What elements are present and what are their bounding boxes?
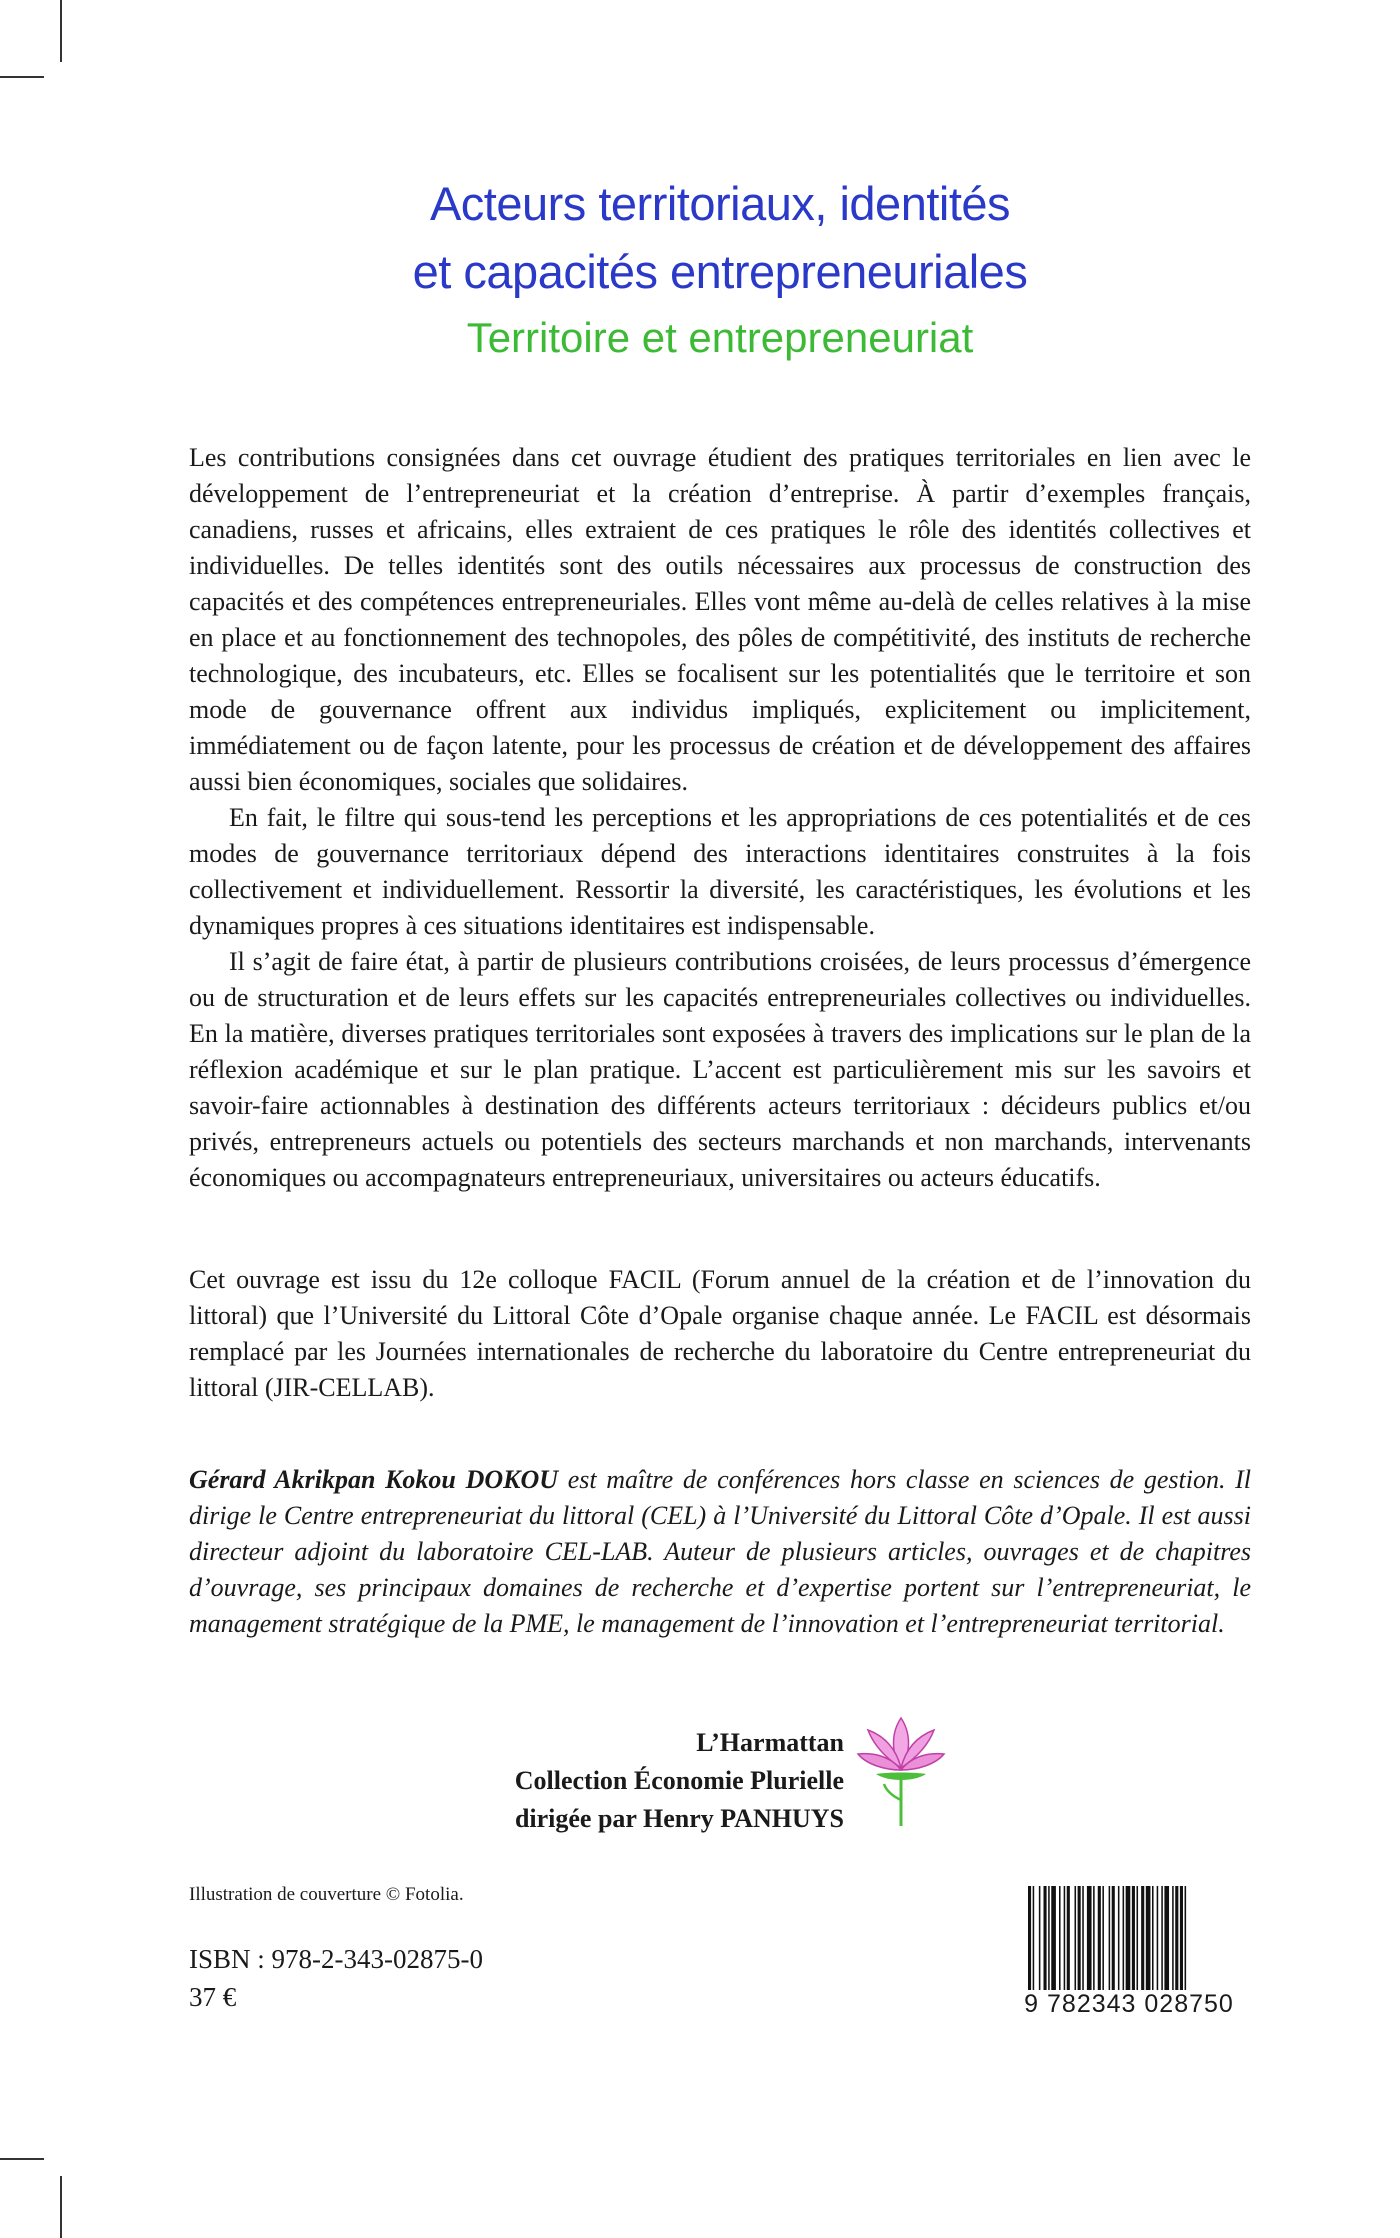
publisher-name: L’Harmattan — [696, 1728, 844, 1757]
isbn-price-block — [189, 1940, 483, 2016]
collection-name: Collection Économie Plurielle — [514, 1766, 844, 1795]
summary-paragraph-2: En fait, le filtre qui sous-tend les perceptions et les appropriations de ces potentialités et de ces modes de gouvernance territoriaux dépend des interactions identitaires construites à la fois collectivement et individuellement. Ressortir la diversité, les caractéristiques, les évolutions et les dynamiques propres à ces situations identitaires est indispensable. — [189, 803, 1251, 940]
author-bio — [189, 1462, 1251, 1642]
subtitle: Territoire et entrepreneuriat — [466, 314, 974, 361]
crop-mark-bottom-left-horizontal — [0, 2158, 44, 2160]
isbn: ISBN : 978-2-343-02875-0 — [189, 1944, 483, 1974]
author-bio-body: est maître de conférences hors classe en sciences de gestion. Il dirige le Centre entrepreneuriat du littoral (CEL) à l’Université du Littoral Côte d’Opale. Il est aussi directeur adjoint du laboratoire CEL-LAB. Auteur de plusieurs articles, ouvrages et de chapitres d’ouvrage, ses principaux domaines de recherche et d’expertise portent sur l’entrepreneuriat, le management stratégique de la PME, le management de l’innovation et l’entrepreneuriat territorial. — [189, 1465, 1252, 1638]
facil-paragraph — [189, 1262, 1251, 1406]
crop-mark-top-left-vertical — [60, 0, 62, 62]
collection-director: dirigée par Henry PANHUYS — [514, 1804, 844, 1833]
publisher-block — [460, 1724, 844, 1838]
lotus-flower-icon — [856, 1708, 946, 1828]
summary-paragraph-3: Il s’agit de faire état, à partir de plusieurs contributions croisées, de leurs processus d’émergence ou de structuration et de leurs effets sur les capacités entrepreneuriales collectives ou individuelles. En la matière, diverses pratiques territoriales sont exposées à travers des implications sur le plan de la réflexion académique et sur le plan pratique. L’accent est particulièrement mis sur les savoirs et savoir-faire actionnables à destination des différents acteurs territoriaux : décideurs publics et/ou privés, entrepreneurs actuels ou potentiels des secteurs marchands et non marchands, intervenants économiques ou accompagnateurs entrepreneuriaux, universitaires ou acteurs éducatifs. — [189, 947, 1251, 1192]
summary-paragraph-1: Les contributions consignées dans cet ouvrage étudient des pratiques territoriales en lien avec le développement de l’entrepreneuriat et la création d’entreprise. À partir d’exemples français, canadiens, russes et africains, elles extraient de ces pratiques le rôle des identités collectives et individuelles. De telles identités sont des outils nécessaires aux processus de construction des capacités et des compétences entrepreneuriales. Elles vont même au-delà de celles relatives à la mise en place et au fonctionnement des technopoles, des pôles de compétitivité, des instituts de recherche technologique, des incubateurs, etc. Elles se focalisent sur les potentialités que le territoire et son mode de gouvernance offrent aux individus impliqués, explicitement ou implicitement, immédiatement ou de façon latente, pour les processus de création et de développement des affaires aussi bien économiques, sociales que solidaires. — [189, 443, 1251, 796]
price: 37 € — [189, 1982, 237, 2012]
crop-mark-bottom-left-vertical — [60, 2176, 62, 2238]
title-line-2: et capacités entrepreneuriales — [412, 245, 1028, 298]
barcode-digits: 9 782343 028750 — [1004, 1990, 1254, 2019]
crop-mark-top-left-horizontal — [0, 76, 44, 78]
facil-text: Cet ouvrage est issu du 12e colloque FACIL (Forum annuel de la création et de l’innovation du littoral) que l’Université du Littoral Côte d’Opale organise chaque année. Le FACIL est désormais remplacé par les Journées internationales de recherche du laboratoire du Centre entrepreneuriat du littoral (JIR-CELLAB). — [189, 1265, 1251, 1402]
cover-illustration-credit: Illustration de couverture © Fotolia. — [189, 1884, 464, 1905]
author-name: Gérard Akrikpan Kokou DOKOU — [189, 1465, 559, 1494]
author-bio-text — [189, 1462, 1251, 1642]
title-block — [0, 170, 1400, 370]
summary-text — [189, 440, 1251, 1196]
title-line-1: Acteurs territoriaux, identités — [429, 177, 1011, 230]
